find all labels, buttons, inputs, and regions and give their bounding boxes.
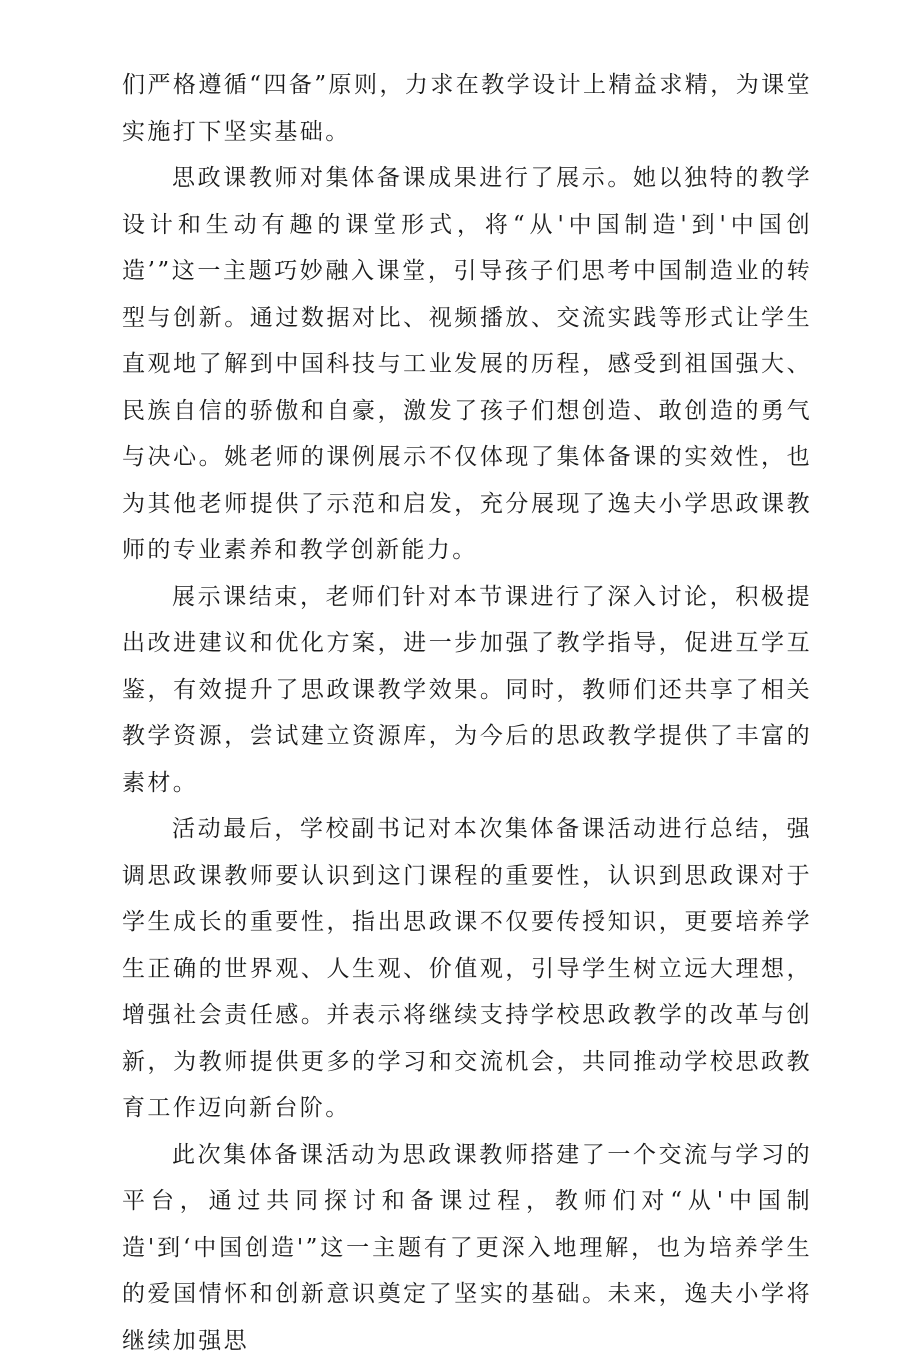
paragraph-5: 此次集体备课活动为思政课教师搭建了一个交流与学习的平台，通过共同探讨和备课过程，教师们对“从'中国制造'到‘中国创造'”这一主题有了更深入地理解，也为培养学生的爱国情怀和创新意识奠定了坚实的基础。未来，逸夫小学将继续加强思 — [122, 1132, 812, 1364]
document-body — [122, 62, 812, 1364]
paragraph-4: 活动最后，学校副书记对本次集体备课活动进行总结，强调思政课教师要认识到这门课程的重要性，认识到思政课对于学生成长的重要性，指出思政课不仅要传授知识，更要培养学生正确的世界观、人生观、价值观，引导学生树立远大理想，增强社会责任感。并表示将继续支持学校思政教学的改革与创新，为教师提供更多的学习和交流机会，共同推动学校思政教育工作迈向新台阶。 — [122, 806, 812, 1132]
paragraph-1: 们严格遵循“四备”原则，力求在教学设计上精益求精，为课堂实施打下坚实基础。 — [122, 62, 812, 155]
paragraph-2: 思政课教师对集体备课成果进行了展示。她以独特的教学设计和生动有趣的课堂形式，将“从'中国制造'到'中国创造’”这一主题巧妙融入课堂，引导孩子们思考中国制造业的转型与创新。通过数据对比、视频播放、交流实践等形式让学生直观地了解到中国科技与工业发展的历程，感受到祖国强大、民族自信的骄傲和自豪，激发了孩子们想创造、敢创造的勇气与决心。姚老师的课例展示不仅体现了集体备课的实效性，也为其他老师提供了示范和启发，充分展现了逸夫小学思政课教师的专业素养和教学创新能力。 — [122, 155, 812, 574]
paragraph-3: 展示课结束，老师们针对本节课进行了深入讨论，积极提出改进建议和优化方案，进一步加强了教学指导，促进互学互鉴，有效提升了思政课教学效果。同时，教师们还共享了相关教学资源，尝试建立资源库，为今后的思政教学提供了丰富的素材。 — [122, 574, 812, 807]
